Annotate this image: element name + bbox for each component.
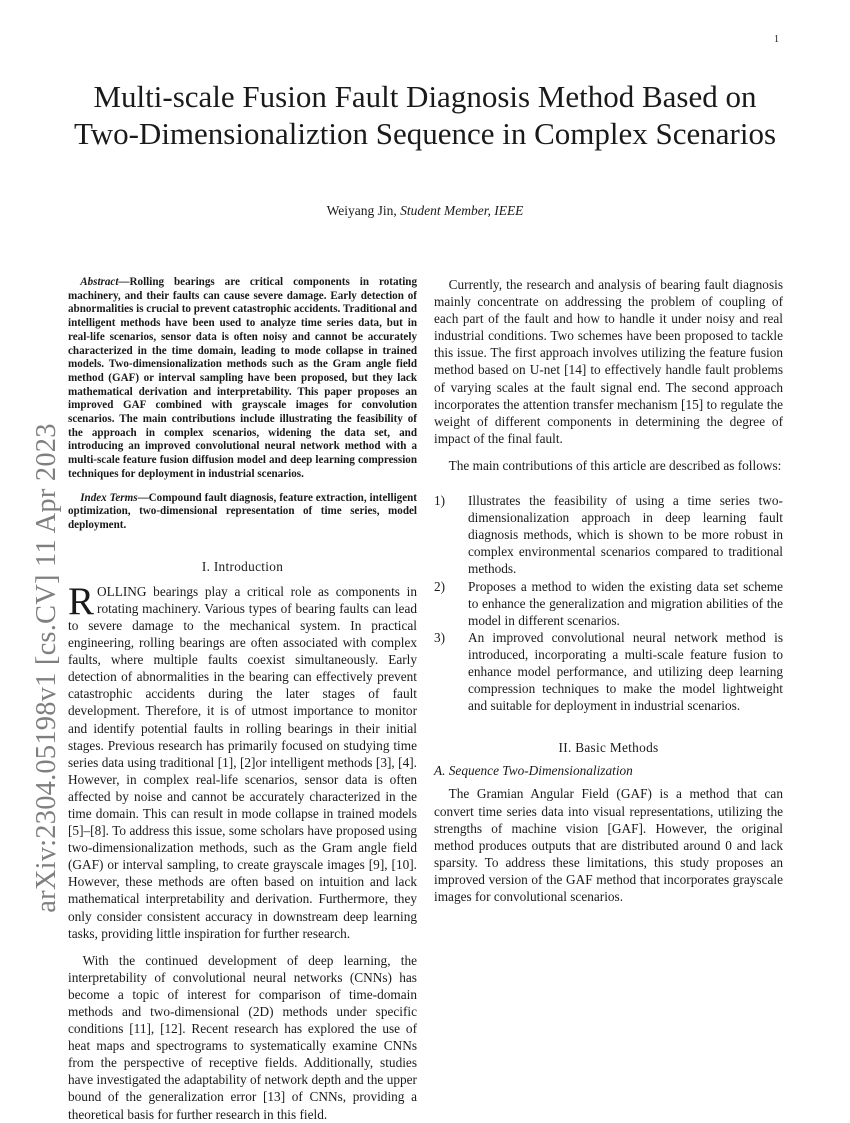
page-number: 1 bbox=[774, 34, 779, 45]
contributions-list bbox=[434, 492, 783, 714]
intro-paragraph-1 bbox=[68, 579, 417, 942]
section-heading-basic-methods: II. Basic Methods bbox=[558, 740, 659, 756]
intro-paragraph-4: The main contributions of this article are described as follows: bbox=[448, 457, 782, 473]
right-column bbox=[434, 276, 783, 905]
list-item-number: 2) bbox=[434, 578, 446, 594]
index-terms-body: —Compound fault diagnosis, feature extraction, intelligent optimization, two-dimensional representation of time series, model deployment. bbox=[68, 491, 417, 531]
abstract bbox=[68, 276, 417, 482]
list-item-text: An improved convolutional neural network method is introduced, incorporating a multi-scale feature fusion to enhance model performance, and utilizing deep learning compression techniques to make the model lightweight and suitable for deployment in industrial scenarios. bbox=[468, 629, 783, 714]
intro-paragraph-2: With the continued development of deep learning, the interpretability of convolutional neural networks (CNNs) has become a topic of interest for comparison of time-domain methods and two-dimensional (2D) methods under specific conditions [11], [12]. Recent research has explored the use of heat maps and spectrograms to systematically examine CNNs from the perspective of receptive fields. Additionally, studies have investigated the adaptability of network depth and the upper bound of the generalization error [13] of CNNs, providing a theoretical basis for further research in this field. bbox=[68, 952, 417, 1122]
subsection-heading-sequence: A. Sequence Two-Dimensionalization bbox=[434, 763, 633, 779]
index-terms bbox=[68, 492, 417, 533]
list-item bbox=[434, 492, 783, 577]
list-item-text: Proposes a method to widen the existing data set scheme to enhance the generalization and migration abilities of the model in different scenarios. bbox=[468, 578, 783, 628]
list-item bbox=[434, 578, 783, 629]
list-item-number: 3) bbox=[434, 629, 446, 645]
abstract-label: Abstract bbox=[80, 276, 119, 288]
index-terms-label: Index Terms bbox=[80, 491, 138, 504]
intro-paragraph-3: Currently, the research and analysis of bearing fault diagnosis mainly concentrate on addressing the problem of coupling of each part of the fault and how to handle it under noisy and real industrial conditions. Two schemes have been proposed to tackle this issue. The first approach involves utilizing the feature fusion method based on U-net [14] to effectively handle fault problems of varying scales at the fault signal end. The second approach incorporates the attention transfer mechanism [15] to regulate the weight of different components in determining the degree of impact of the final fault. bbox=[434, 277, 783, 446]
intro-paragraph-1-text: OLLING bearings play a critical role as components in rotating machinery. Various types of bearing faults can lead to severe damage to the mechanical system. In practical engineering, rolling bearings are often associated with complex faults, where multiple faults coexist simultaneously. Early detection of abnormalities in the bearing can effectively prevent catastrophic accidents during the later stages of fault development. Therefore, it is of utmost importance to monitor and identify potential faults in rolling bearings in their initial stages. Previous research has primarily focused on studying time series data using traditional [1], [2]or intelligent methods [3], [4]. However, in complex real-life scenarios, sensor data is often affected by noise and cannot be accurately characterized in the time domain. This can result in mode collapse in trained models [5]–[8]. To address this issue, some scholars have proposed using two-dimensionalization methods, such as the Gram angle field (GAF) or interval sampling, to create grayscale images [9], [10]. However, these methods are often based on intuition and lack mathematical interpretability and derivation. Furthermore, they only consider consistent accuracy in downstream deep learning tasks, providing little inspiration for further research. bbox=[68, 583, 417, 941]
paper-title: Multi-scale Fusion Fault Diagnosis Method Based on Two-Dimensionaliztion Sequence in Complex Scenarios bbox=[73, 79, 777, 151]
drop-cap: R bbox=[68, 579, 95, 623]
list-item-number: 1) bbox=[434, 493, 446, 509]
section-heading-introduction: I. Introduction bbox=[201, 558, 284, 574]
arxiv-stamp: arXiv:2304.05198v1 [cs.CV] 11 Apr 2023 bbox=[31, 423, 62, 913]
author-line bbox=[0, 203, 850, 219]
methods-paragraph-1: The Gramian Angular Field (GAF) is a method that can convert time series data into visual representations, utilizing the strengths of machine vision [GAF]. However, the original method produces outputs that are distributed around 0 and lack sparsity. To address these limitations, this study proposes an improved version of the GAF method that incorporates grayscale images for convolutional scenarios. bbox=[434, 786, 783, 904]
author-name: Weiyang Jin, bbox=[326, 203, 397, 218]
abstract-body: —Rolling bearings are critical components in rotating machinery, and their faults can cause severe damage. Early detection of abnormalities is crucial to prevent catastrophic accidents. Traditional and intelligent methods have been used to analyze time series data, but in real-life scenarios, sensor data is often noisy and cannot be accurately characterized in the time domain, leading to mode collapse in trained models. Two-dimensionalization methods such as the Gram angle field method (GAF) or interval sampling have been proposed, but they lack mathematical derivation and interpretability. This paper proposes an improved GAF combined with grayscale images for convolution scenarios. The main contributions include illustrating the feasibility of the approach in complex scenarios, widening the data set, and introducing an improved convolutional neural network method with a multi-scale feature fusion diffusion model and deep learning compression techniques for deployment in industrial scenarios. bbox=[68, 276, 417, 480]
author-affiliation: Student Member, IEEE bbox=[400, 203, 524, 218]
list-item bbox=[434, 629, 783, 714]
left-column bbox=[68, 276, 417, 1123]
list-item-text: Illustrates the feasibility of using a time series two-dimensionalization approach in deep learning fault diagnosis methods, which is shown to be more robust in complex environmental scenarios compared to traditional methods. bbox=[468, 493, 783, 577]
